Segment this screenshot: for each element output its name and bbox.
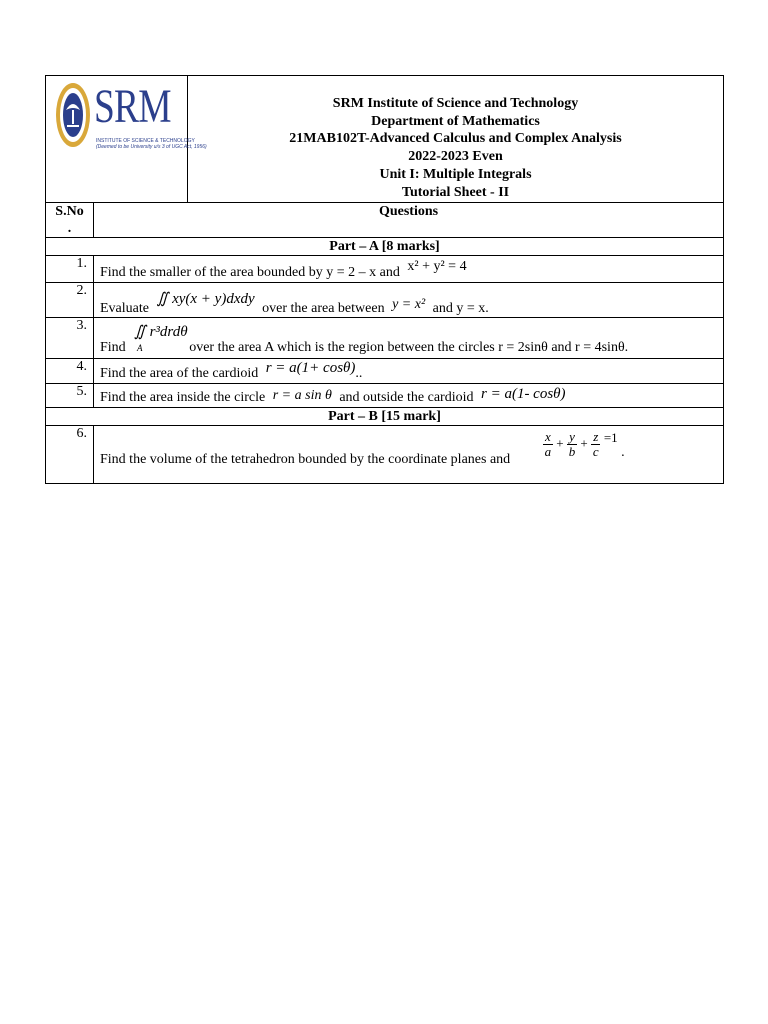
question-text xyxy=(94,318,724,359)
question-row xyxy=(46,384,724,408)
header-title-cell xyxy=(188,76,724,203)
question-3-region: A xyxy=(137,343,143,353)
question-row xyxy=(46,426,724,484)
fraction-z-c xyxy=(591,430,600,459)
question-row xyxy=(46,318,724,359)
question-1-equation: x² + y² = 4 xyxy=(407,259,467,274)
frac-den-c: c xyxy=(592,444,599,459)
question-number: 5. xyxy=(46,384,94,408)
question-2-tail: and y = x. xyxy=(432,301,489,316)
logo-tagline xyxy=(96,138,207,150)
unit-title: Unit I: Multiple Integrals xyxy=(379,166,532,182)
plane-equation: $\frac{x}{a}$ + $\frac{y}{b}$ + $\frac{z}{c}$ =1 . xyxy=(544,429,625,460)
question-text xyxy=(94,283,724,318)
sheet-title: Tutorial Sheet - II xyxy=(401,184,510,200)
question-text xyxy=(94,384,724,408)
question-number: 4. xyxy=(46,359,94,384)
question-number: 2. xyxy=(46,283,94,318)
question-3-lead: Find xyxy=(100,340,126,355)
question-5-cardioid: r = a(1- cosθ) xyxy=(480,386,566,402)
question-number: 6. xyxy=(46,426,94,484)
question-text xyxy=(94,359,724,384)
logo-wordmark: SRM xyxy=(94,80,171,133)
frac-num-z: z xyxy=(593,429,599,444)
fraction-x-a xyxy=(543,430,553,459)
question-row xyxy=(46,256,724,283)
course-name: 21MAB102T-Advanced Calculus and Complex Analysis xyxy=(289,131,622,147)
question-number: 1. xyxy=(46,256,94,283)
question-3-integral: ∬ r³drdθ xyxy=(134,324,188,340)
frac-den-a: a xyxy=(544,444,552,459)
institute-name: SRM Institute of Science and Technology xyxy=(332,96,579,111)
header-row xyxy=(46,76,724,203)
question-1-text: Find the smaller of the area bounded by y = 2 – x and xyxy=(100,265,400,280)
question-5-circle: r = a sin θ xyxy=(272,388,332,403)
question-row xyxy=(46,283,724,318)
column-header-row xyxy=(46,203,724,238)
question-5-text: Find the area inside the circle xyxy=(100,390,266,405)
part-a-title: Part – A [8 marks] xyxy=(46,238,724,256)
sno-header-dot: . xyxy=(67,221,72,236)
sno-header-label: S.No xyxy=(55,204,84,219)
part-b-title: Part – B [15 mark] xyxy=(46,408,724,426)
academic-year: 2022-2023 Even xyxy=(408,149,503,165)
logo-cell xyxy=(46,76,207,203)
sno-header xyxy=(46,203,94,238)
question-2-integral: ∬ xy(x + y)dxdy xyxy=(156,291,255,307)
question-4-text: Find the area of the cardioid xyxy=(100,366,259,381)
srm-logo xyxy=(54,80,207,160)
frac-den-b: b xyxy=(568,444,576,459)
question-4-equation: r = a(1+ cosθ) xyxy=(265,360,356,376)
question-row xyxy=(46,359,724,384)
question-4-tail: .. xyxy=(355,366,363,381)
equals-one: =1 xyxy=(603,429,618,445)
part-a-row xyxy=(46,238,724,256)
department-name: Department of Mathematics xyxy=(371,113,540,129)
questions-header: Questions xyxy=(94,203,724,238)
frac-num-y: y xyxy=(569,429,575,444)
question-2-mid: over the area between xyxy=(262,301,385,316)
question-2-lead: Evaluate xyxy=(100,301,149,316)
logo-line1: INSTITUTE OF SCIENCE & TECHNOLOGY xyxy=(96,138,195,144)
question-text xyxy=(94,426,724,484)
question-6-tail: . xyxy=(621,444,625,460)
fraction-y-b xyxy=(567,430,577,459)
question-number: 3. xyxy=(46,318,94,359)
frac-num-x: x xyxy=(545,429,551,444)
part-b-row xyxy=(46,408,724,426)
question-6-text: Find the volume of the tetrahedron bounded by the coordinate planes and xyxy=(100,452,511,467)
question-5-mid: and outside the cardioid xyxy=(339,390,474,405)
question-text xyxy=(94,256,724,283)
question-2-curve: y = x² xyxy=(392,297,426,312)
question-3-tail: over the area A which is the region between the circles r = 2sinθ and r = 4sinθ. xyxy=(189,340,629,355)
logo-line2: (Deemed to be University u/s 3 of UGC Act, 1956) xyxy=(96,144,207,150)
tutorial-table xyxy=(45,75,724,484)
